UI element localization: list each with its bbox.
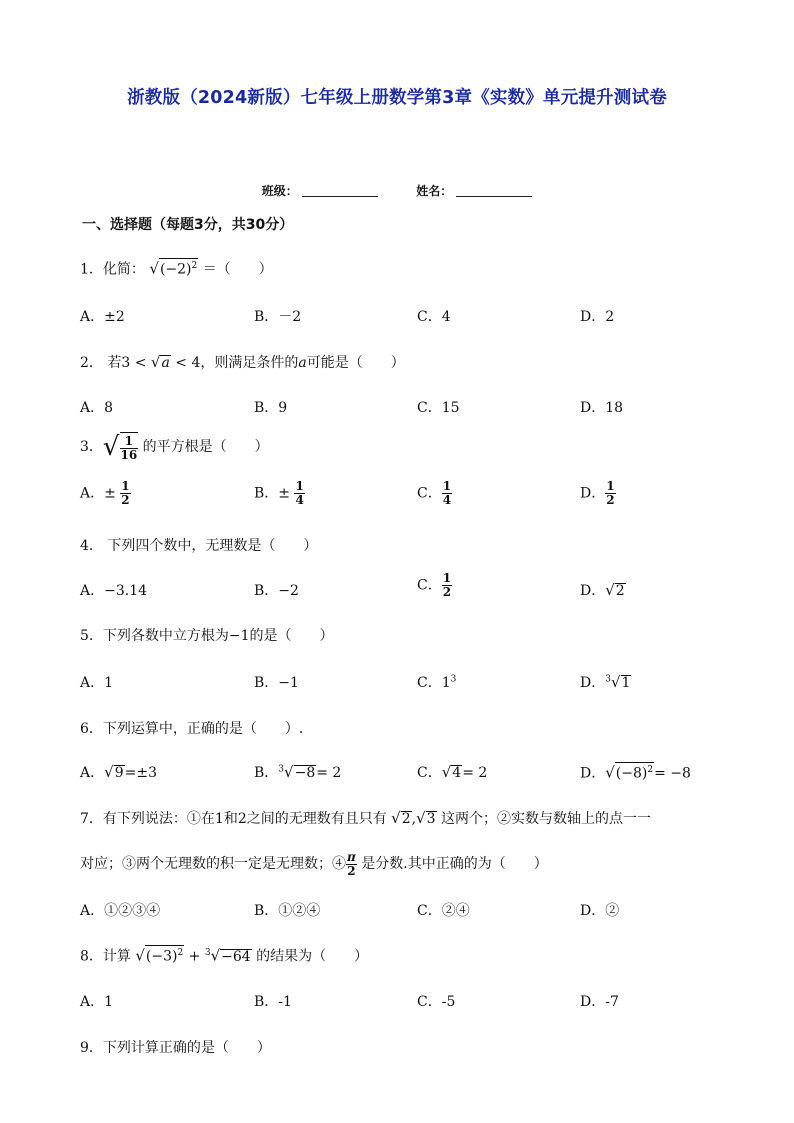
question-9: 9．下列计算正确的是（ ） <box>80 1040 271 1056</box>
option-b[interactable]: B．± $\frac{1}{4}$ <box>254 479 304 507</box>
question-3-options <box>80 480 720 514</box>
option-d[interactable]: D．2 <box>580 309 615 325</box>
option-c[interactable]: C．-5 <box>417 994 456 1010</box>
option-b[interactable]: B．①②④ <box>254 903 321 919</box>
question-2-options <box>80 397 720 427</box>
option-b[interactable]: B．9 <box>254 400 288 416</box>
option-c[interactable]: C．4 <box>417 309 451 325</box>
question-2: 2． 若3 < √a < 4，则满足条件的a可能是（ ） <box>80 353 405 371</box>
option-b[interactable]: B．−2 <box>254 583 299 599</box>
option-a[interactable]: A．−3.14 <box>80 583 148 599</box>
question-1-options <box>80 306 720 336</box>
option-d[interactable]: D．$^3$√1 <box>580 673 631 691</box>
document-title: 浙教版（2024新版）七年级上册数学第3章《实数》单元提升测试卷 <box>127 88 667 108</box>
name-label: 姓名： <box>416 184 453 198</box>
student-info <box>0 182 794 199</box>
option-d[interactable]: D． $\frac{1}{2}$ <box>580 479 615 507</box>
class-blank[interactable] <box>302 184 378 197</box>
question-7-options <box>80 900 720 930</box>
question-5: 5．下列各数中立方根为−1的是（ ） <box>80 628 334 644</box>
option-d[interactable]: D．18 <box>580 400 624 416</box>
option-c[interactable]: C．√4= 2 <box>417 763 488 781</box>
option-a[interactable]: A．± $\frac{1}{2}$ <box>80 479 130 507</box>
option-d[interactable]: D．$√(-8)^2= -8$ <box>580 763 691 782</box>
question-1: 1．化简： $√(-2)^2$ ＝（ ） <box>80 259 273 278</box>
option-c[interactable]: C．②④ <box>417 903 470 919</box>
question-3: 3．√ $\frac{1}{16}$ 的平方根是（ ） <box>80 432 269 462</box>
option-c[interactable]: C．$1^3$ <box>417 674 457 691</box>
question-8-options <box>80 991 720 1021</box>
option-c[interactable]: C．15 <box>417 400 460 416</box>
question-6: 6．下列运算中，正确的是（ ）. <box>80 721 304 737</box>
option-d[interactable]: D．√2 <box>580 581 625 599</box>
question-4-options <box>80 572 720 606</box>
option-d[interactable]: D．② <box>580 903 620 919</box>
option-d[interactable]: D．-7 <box>580 994 619 1010</box>
option-a[interactable]: A．±2 <box>80 309 125 325</box>
option-a[interactable]: A．√9=±3 <box>80 763 157 781</box>
option-b[interactable]: B．-1 <box>254 994 292 1010</box>
question-4: 4． 下列四个数中，无理数是（ ） <box>80 538 318 554</box>
option-b[interactable]: B．－2 <box>254 309 302 325</box>
name-blank[interactable] <box>456 184 532 197</box>
question-5-options <box>80 672 720 702</box>
option-b[interactable]: B．−1 <box>254 675 299 691</box>
question-7: 7．有下列说法：①在1和2之间的无理数有且只有 √2,√3 这两个；②实数与数轴上的点一一 对应；③两个无理数的积一定是无理数；④ $\frac{\pi}{2}$ 是分数.其中正确的为（ ） <box>80 809 652 878</box>
section-heading: 一、选择题（每题3分，共30分） <box>82 217 294 233</box>
question-6-options <box>80 762 720 792</box>
option-a[interactable]: A．①②③④ <box>80 903 161 919</box>
option-a[interactable]: A．1 <box>80 994 114 1010</box>
option-c[interactable]: C． $\frac{1}{2}$ <box>417 571 452 599</box>
class-label: 班级： <box>261 184 298 198</box>
sqrt-expression: $(-2)^2$ <box>159 258 198 278</box>
option-c[interactable]: C． $\frac{1}{4}$ <box>417 479 452 507</box>
option-a[interactable]: A．8 <box>80 400 114 416</box>
option-b[interactable]: B．$^3$√−8= 2 <box>254 763 342 781</box>
question-8: 8．计算 $√(-3)^2 + ^3√-64$ 的结果为（ ） <box>80 946 369 965</box>
option-a[interactable]: A．1 <box>80 675 114 691</box>
